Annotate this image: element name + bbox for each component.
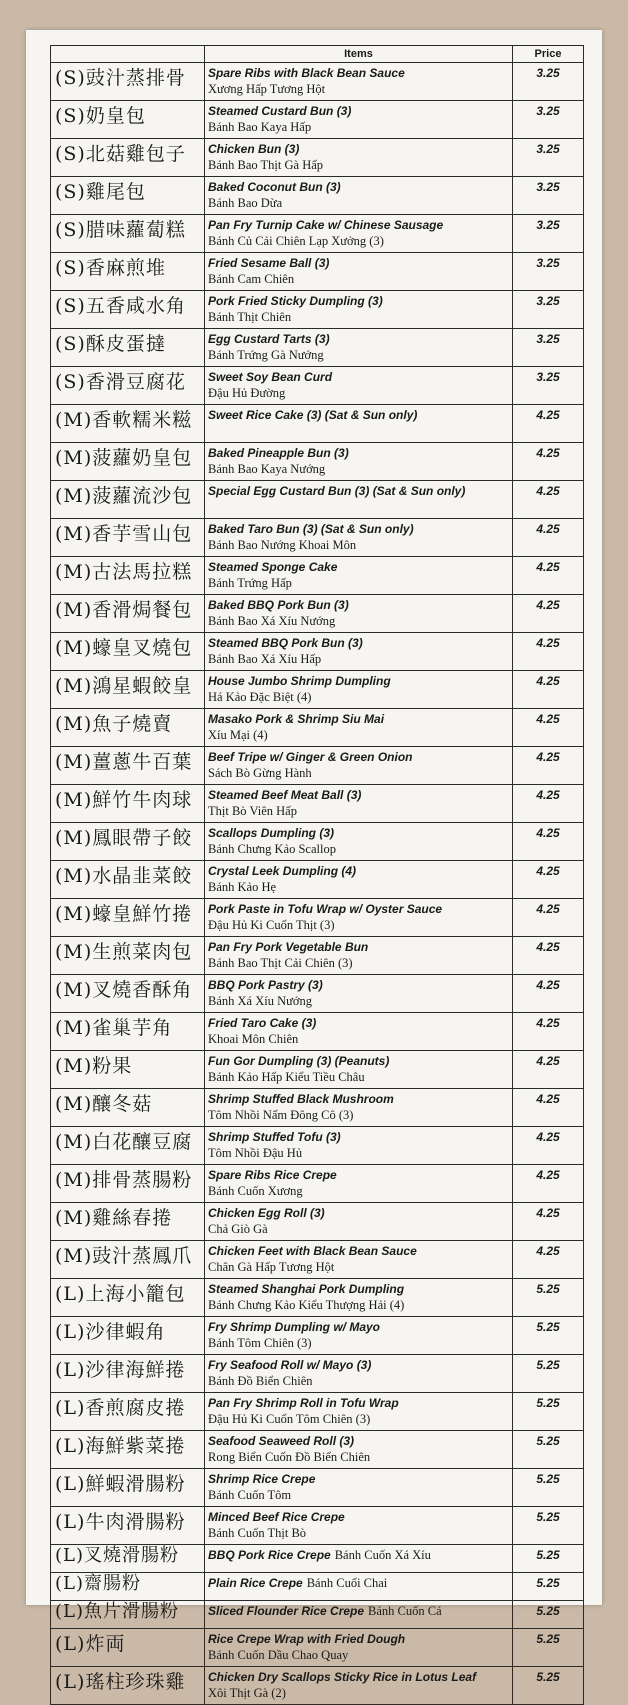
dish-description-cell (205, 63, 513, 101)
dish-chinese-name: (M)菠蘿流沙包 (51, 481, 205, 519)
dish-chinese-name: (L)上海小籠包 (51, 1279, 205, 1317)
dish-description-cell (205, 671, 513, 709)
dish-description-cell (205, 1165, 513, 1203)
table-row (51, 823, 584, 861)
dish-english-name: Pan Fry Shrimp Roll in Tofu Wrap (208, 1396, 399, 1410)
dish-chinese-name: (S)腊味蘿蔔糕 (51, 215, 205, 253)
dish-price: 4.25 (513, 519, 584, 557)
dish-description-cell (205, 1629, 513, 1667)
dish-chinese-name: (M)香芋雪山包 (51, 519, 205, 557)
dish-description-cell (205, 595, 513, 633)
table-row (51, 1241, 584, 1279)
table-row (51, 443, 584, 481)
dish-price: 3.25 (513, 215, 584, 253)
table-row (51, 481, 584, 519)
table-row (51, 899, 584, 937)
table-row (51, 1573, 584, 1601)
dish-description-cell (205, 899, 513, 937)
dish-chinese-name: (S)奶皇包 (51, 101, 205, 139)
dish-description-cell (205, 1545, 513, 1573)
dish-vietnamese-name: Bánh Bao Xá Xíu Hấp (208, 652, 322, 666)
dish-description-cell (205, 481, 513, 519)
table-row (51, 63, 584, 101)
dish-price: 4.25 (513, 481, 584, 519)
dish-vietnamese-name: Bánh Chưng Kảo Scallop (208, 842, 336, 856)
dish-english-name: Sweet Rice Cake (3) (Sat & Sun only) (208, 408, 418, 422)
table-row (51, 671, 584, 709)
table-row (51, 1203, 584, 1241)
table-row (51, 1469, 584, 1507)
dish-chinese-name: (M)鳳眼帶子餃 (51, 823, 205, 861)
dish-english-name: House Jumbo Shrimp Dumpling (208, 674, 391, 688)
dish-chinese-name: (S)酥皮蛋撻 (51, 329, 205, 367)
table-row (51, 937, 584, 975)
dish-price: 3.25 (513, 253, 584, 291)
dish-chinese-name: (L)香煎腐皮捲 (51, 1393, 205, 1431)
dish-price: 5.25 (513, 1507, 584, 1545)
table-row (51, 595, 584, 633)
dish-english-name: Pork Fried Sticky Dumpling (3) (208, 294, 383, 308)
dish-price: 3.25 (513, 329, 584, 367)
dish-english-name: Baked BBQ Pork Bun (3) (208, 598, 349, 612)
table-row (51, 1165, 584, 1203)
dish-chinese-name: (M)鮮竹牛肉球 (51, 785, 205, 823)
dish-chinese-name: (M)豉汁蒸鳳爪 (51, 1241, 205, 1279)
dish-price: 5.25 (513, 1393, 584, 1431)
dish-english-name: Baked Coconut Bun (3) (208, 180, 341, 194)
dish-vietnamese-name: Bánh Cuốn Cá (368, 1604, 442, 1618)
table-row (51, 1601, 584, 1629)
dish-price: 4.25 (513, 595, 584, 633)
dish-vietnamese-name: Bánh Cuốn Xương (208, 1184, 303, 1198)
dish-english-name: Sweet Soy Bean Curd (208, 370, 333, 384)
dish-description-cell (205, 1051, 513, 1089)
dish-description-cell (205, 861, 513, 899)
dish-chinese-name: (M)香軟糯米糍 (51, 405, 205, 443)
dish-chinese-name: (M)魚子燒賣 (51, 709, 205, 747)
dish-price: 5.25 (513, 1317, 584, 1355)
dish-price: 5.25 (513, 1667, 584, 1705)
dish-description-cell (205, 785, 513, 823)
dish-chinese-name: (M)粉果 (51, 1051, 205, 1089)
dish-chinese-name: (L)牛肉滑腸粉 (51, 1507, 205, 1545)
dish-english-name: BBQ Pork Pastry (3) (208, 978, 323, 992)
dish-chinese-name: (L)炸両 (51, 1629, 205, 1667)
dish-price: 4.25 (513, 1051, 584, 1089)
dish-chinese-name: (M)雞絲春捲 (51, 1203, 205, 1241)
dish-description-cell (205, 405, 513, 443)
dish-vietnamese-name: Bánh Bao Kaya Hấp (208, 120, 312, 134)
dish-vietnamese-name: Bánh Bao Nướng Khoai Môn (208, 538, 357, 552)
menu-header-row (51, 46, 584, 63)
dish-price: 3.25 (513, 291, 584, 329)
dish-vietnamese-name: Bánh Đồ Biển Chiên (208, 1374, 313, 1388)
dish-english-name: Spare Ribs with Black Bean Sauce (208, 66, 405, 80)
dish-description-cell (205, 1431, 513, 1469)
dish-price: 5.25 (513, 1545, 584, 1573)
dish-price: 4.25 (513, 405, 584, 443)
dish-english-name: Shrimp Rice Crepe (208, 1472, 316, 1486)
dish-price: 5.25 (513, 1469, 584, 1507)
dish-english-name: Baked Taro Bun (3) (Sat & Sun only) (208, 522, 414, 536)
dish-english-name: Special Egg Custard Bun (3) (Sat & Sun only) (208, 484, 466, 498)
table-row (51, 101, 584, 139)
dish-english-name: Chicken Bun (3) (208, 142, 300, 156)
table-row (51, 1355, 584, 1393)
dish-english-name: Crystal Leek Dumpling (4) (208, 864, 357, 878)
dish-vietnamese-name: Bánh Trứng Gà Nướng (208, 348, 324, 362)
dish-price: 4.25 (513, 747, 584, 785)
dish-chinese-name: (M)白花釀豆腐 (51, 1127, 205, 1165)
dish-chinese-name: (S)雞尾包 (51, 177, 205, 215)
dish-price: 4.25 (513, 937, 584, 975)
dish-english-name: Shrimp Stuffed Black Mushroom (208, 1092, 394, 1106)
dish-english-name: Steamed Sponge Cake (208, 560, 338, 574)
dish-chinese-name: (M)生煎菜肉包 (51, 937, 205, 975)
table-row (51, 405, 584, 443)
dish-chinese-name: (S)香滑豆腐花 (51, 367, 205, 405)
dish-vietnamese-name: Tôm Nhồi Đậu Hủ (208, 1146, 303, 1160)
dish-vietnamese-name: Bánh Kảo Hấp Kiểu Tiều Châu (208, 1070, 365, 1084)
dish-english-name: Egg Custard Tarts (3) (208, 332, 330, 346)
dish-chinese-name: (L)沙律海鮮捲 (51, 1355, 205, 1393)
dish-vietnamese-name: Bánh Bao Thịt Cải Chiên (3) (208, 956, 353, 970)
dish-description-cell (205, 1241, 513, 1279)
dish-english-name: BBQ Pork Rice Crepe (208, 1548, 331, 1562)
dish-vietnamese-name: Chả Giò Gà (208, 1222, 268, 1236)
dish-vietnamese-name: Bánh Bao Thịt Gà Hấp (208, 158, 324, 172)
dish-description-cell (205, 101, 513, 139)
dish-vietnamese-name: Đậu Hủ Ki Cuốn Tôm Chiên (3) (208, 1412, 371, 1426)
table-row (51, 291, 584, 329)
table-row (51, 975, 584, 1013)
dish-description-cell (205, 215, 513, 253)
dish-chinese-name: (L)海鮮紫菜捲 (51, 1431, 205, 1469)
dish-price: 4.25 (513, 975, 584, 1013)
dish-description-cell (205, 709, 513, 747)
dish-english-name: Beef Tripe w/ Ginger & Green Onion (208, 750, 413, 764)
dish-vietnamese-name: Bánh Cuốn Thịt Bò (208, 1526, 307, 1540)
table-row (51, 253, 584, 291)
dish-description-cell (205, 1089, 513, 1127)
dish-price: 4.25 (513, 1165, 584, 1203)
dish-vietnamese-name: Bánh Kảo Hẹ (208, 880, 277, 894)
table-row (51, 709, 584, 747)
table-row (51, 747, 584, 785)
dish-price: 3.25 (513, 139, 584, 177)
dish-english-name: Minced Beef Rice Crepe (208, 1510, 345, 1524)
dish-price: 5.25 (513, 1279, 584, 1317)
dish-price: 3.25 (513, 63, 584, 101)
dish-price: 4.25 (513, 1089, 584, 1127)
dish-price: 4.25 (513, 1127, 584, 1165)
header-price: Price (513, 46, 584, 63)
dish-price: 3.25 (513, 101, 584, 139)
dish-price: 4.25 (513, 671, 584, 709)
menu-sheet (26, 30, 602, 1700)
dish-description-cell (205, 823, 513, 861)
table-row (51, 139, 584, 177)
dish-description-cell (205, 1127, 513, 1165)
dish-vietnamese-name: Xương Hấp Tương Hột (208, 82, 326, 96)
dish-description-cell (205, 1601, 513, 1629)
dish-chinese-name: (M)蠔皇叉燒包 (51, 633, 205, 671)
dish-description-cell (205, 1393, 513, 1431)
dish-description-cell (205, 557, 513, 595)
table-row (51, 1013, 584, 1051)
dish-chinese-name: (M)排骨蒸腸粉 (51, 1165, 205, 1203)
dish-price: 4.25 (513, 1241, 584, 1279)
dish-chinese-name: (M)薑蔥牛百葉 (51, 747, 205, 785)
dish-description-cell (205, 1573, 513, 1601)
dish-vietnamese-name: Xíu Mại (4) (208, 728, 268, 742)
dish-vietnamese-name: Há Kảo Đặc Biệt (4) (208, 690, 312, 704)
table-row (51, 1629, 584, 1667)
dish-vietnamese-name: Đậu Hủ Đường (208, 386, 286, 400)
dish-english-name: Steamed BBQ Pork Bun (3) (208, 636, 363, 650)
dish-vietnamese-name: Bánh Trứng Hấp (208, 576, 292, 590)
table-row (51, 785, 584, 823)
dish-chinese-name: (M)釀冬菇 (51, 1089, 205, 1127)
dish-vietnamese-name: Bánh Thịt Chiên (208, 310, 292, 324)
header-items: Items (205, 46, 513, 63)
dish-chinese-name: (M)水晶韭菜餃 (51, 861, 205, 899)
table-row (51, 367, 584, 405)
dish-price: 4.25 (513, 1203, 584, 1241)
dish-english-name: Masako Pork & Shrimp Siu Mai (208, 712, 385, 726)
dish-price: 4.25 (513, 443, 584, 481)
dish-description-cell (205, 1013, 513, 1051)
dish-english-name: Shrimp Stuffed Tofu (3) (208, 1130, 341, 1144)
table-row (51, 1393, 584, 1431)
table-row (51, 1089, 584, 1127)
dish-chinese-name: (M)蠔皇鮮竹捲 (51, 899, 205, 937)
dish-vietnamese-name: Bánh Bao Kaya Nướng (208, 462, 326, 476)
dish-description-cell (205, 253, 513, 291)
table-row (51, 1051, 584, 1089)
dish-vietnamese-name: Bánh Cuốn Tôm (208, 1488, 292, 1502)
dish-vietnamese-name: Bánh Cuốn Dầu Chao Quay (208, 1648, 349, 1662)
dish-chinese-name: (L)叉燒滑腸粉 (51, 1545, 205, 1573)
dish-vietnamese-name: Xôi Thịt Gà (2) (208, 1686, 286, 1700)
dish-english-name: Fry Seafood Roll w/ Mayo (3) (208, 1358, 372, 1372)
dish-english-name: Steamed Custard Bun (3) (208, 104, 352, 118)
dish-chinese-name: (M)叉燒香酥角 (51, 975, 205, 1013)
dish-english-name: Chicken Dry Scallops Sticky Rice in Lotus Leaf (208, 1670, 477, 1684)
dish-description-cell (205, 1203, 513, 1241)
dish-vietnamese-name: Chân Gà Hấp Tương Hột (208, 1260, 335, 1274)
table-row (51, 1127, 584, 1165)
dish-price: 4.25 (513, 1013, 584, 1051)
table-row (51, 1279, 584, 1317)
dish-chinese-name: (M)雀巢芋角 (51, 1013, 205, 1051)
table-row (51, 519, 584, 557)
table-row (51, 329, 584, 367)
dish-english-name: Fun Gor Dumpling (3) (Peanuts) (208, 1054, 390, 1068)
dish-chinese-name: (L)齋腸粉 (51, 1573, 205, 1601)
table-row (51, 1667, 584, 1705)
dish-description-cell (205, 1279, 513, 1317)
dish-english-name: Seafood Seaweed Roll (3) (208, 1434, 355, 1448)
dish-vietnamese-name: Bánh Chưng Kảo Kiểu Thượng Hải (4) (208, 1298, 405, 1312)
dish-chinese-name: (S)香麻煎堆 (51, 253, 205, 291)
dish-price: 5.25 (513, 1601, 584, 1629)
dish-vietnamese-name: Rong Biển Cuốn Đồ Biển Chiên (208, 1450, 371, 1464)
dish-english-name: Steamed Beef Meat Ball (3) (208, 788, 362, 802)
dish-vietnamese-name: Bánh Cam Chiên (208, 272, 295, 286)
dish-english-name: Pan Fry Pork Vegetable Bun (208, 940, 369, 954)
dish-description-cell (205, 975, 513, 1013)
dish-english-name: Sliced Flounder Rice Crepe (208, 1604, 365, 1618)
dish-english-name: Steamed Shanghai Pork Dumpling (208, 1282, 405, 1296)
dish-english-name: Scallops Dumpling (3) (208, 826, 335, 840)
dish-price: 4.25 (513, 709, 584, 747)
dish-description-cell (205, 1667, 513, 1705)
dish-chinese-name: (S)北菇雞包子 (51, 139, 205, 177)
header-blank (51, 46, 205, 63)
dish-price: 4.25 (513, 633, 584, 671)
dish-vietnamese-name: Bánh Tôm Chiên (3) (208, 1336, 312, 1350)
table-row (51, 1317, 584, 1355)
dish-price: 4.25 (513, 785, 584, 823)
dish-price: 5.25 (513, 1629, 584, 1667)
dish-price: 3.25 (513, 367, 584, 405)
dish-description-cell (205, 1507, 513, 1545)
dish-price: 4.25 (513, 557, 584, 595)
dish-english-name: Pan Fry Turnip Cake w/ Chinese Sausage (208, 218, 444, 232)
table-row (51, 1431, 584, 1469)
dish-vietnamese-name: Thịt Bò Viên Hấp (208, 804, 297, 818)
dish-english-name: Rice Crepe Wrap with Fried Dough (208, 1632, 406, 1646)
dish-description-cell (205, 747, 513, 785)
dish-english-name: Fried Sesame Ball (3) (208, 256, 330, 270)
dish-chinese-name: (M)菠蘿奶皇包 (51, 443, 205, 481)
table-row (51, 633, 584, 671)
dish-price: 4.25 (513, 823, 584, 861)
table-row (51, 1545, 584, 1573)
dish-vietnamese-name: Bánh Củ Cải Chiên Lạp Xưởng (3) (208, 234, 384, 248)
dish-chinese-name: (S)豉汁蒸排骨 (51, 63, 205, 101)
dish-vietnamese-name: Sách Bò Gừng Hành (208, 766, 312, 780)
dish-vietnamese-name: Bánh Bao Xá Xíu Nướng (208, 614, 336, 628)
dish-vietnamese-name: Khoai Môn Chiên (208, 1032, 299, 1046)
dish-description-cell (205, 1355, 513, 1393)
dish-price: 4.25 (513, 899, 584, 937)
table-row (51, 557, 584, 595)
dish-price: 3.25 (513, 177, 584, 215)
dish-chinese-name: (S)五香咸水角 (51, 291, 205, 329)
dish-vietnamese-name: Đậu Hủ Ki Cuốn Thịt (3) (208, 918, 335, 932)
dish-english-name: Fried Taro Cake (3) (208, 1016, 317, 1030)
dish-english-name: Pork Paste in Tofu Wrap w/ Oyster Sauce (208, 902, 443, 916)
dish-price: 4.25 (513, 861, 584, 899)
menu-body (51, 63, 584, 1705)
dish-english-name: Fry Shrimp Dumpling w/ Mayo (208, 1320, 381, 1334)
dish-english-name: Spare Ribs Rice Crepe (208, 1168, 337, 1182)
dish-chinese-name: (L)沙律蝦角 (51, 1317, 205, 1355)
dish-description-cell (205, 367, 513, 405)
dish-vietnamese-name: Bánh Cuối Chai (306, 1576, 388, 1590)
table-row (51, 215, 584, 253)
dish-description-cell (205, 291, 513, 329)
dish-chinese-name: (L)鮮蝦滑腸粉 (51, 1469, 205, 1507)
dish-vietnamese-name: Tôm Nhồi Nấm Đông Cô (3) (208, 1108, 354, 1122)
dish-description-cell (205, 937, 513, 975)
table-row (51, 861, 584, 899)
dish-price: 5.25 (513, 1431, 584, 1469)
dish-english-name: Baked Pineapple Bun (3) (208, 446, 349, 460)
dish-chinese-name: (M)香滑焗餐包 (51, 595, 205, 633)
dish-english-name: Chicken Feet with Black Bean Sauce (208, 1244, 417, 1258)
dish-description-cell (205, 443, 513, 481)
dish-english-name: Plain Rice Crepe (208, 1576, 303, 1590)
dish-vietnamese-name: Bánh Cuốn Xá Xíu (334, 1548, 431, 1562)
dish-english-name: Chicken Egg Roll (3) (208, 1206, 325, 1220)
dish-description-cell (205, 633, 513, 671)
dish-description-cell (205, 329, 513, 367)
dish-price: 5.25 (513, 1573, 584, 1601)
dish-chinese-name: (L)瑤柱珍珠雞 (51, 1667, 205, 1705)
menu-table (50, 45, 584, 1705)
dish-chinese-name: (M)古法馬拉糕 (51, 557, 205, 595)
dish-description-cell (205, 1469, 513, 1507)
dish-description-cell (205, 1317, 513, 1355)
dish-price: 5.25 (513, 1355, 584, 1393)
dish-description-cell (205, 139, 513, 177)
dish-description-cell (205, 519, 513, 557)
dish-vietnamese-name: Bánh Xá Xíu Nướng (208, 994, 312, 1008)
dish-chinese-name: (L)魚片滑腸粉 (51, 1601, 205, 1629)
dish-vietnamese-name: Bánh Bao Dừa (208, 196, 283, 210)
table-row (51, 1507, 584, 1545)
dish-chinese-name: (M)鴻星蝦餃皇 (51, 671, 205, 709)
table-row (51, 177, 584, 215)
dish-description-cell (205, 177, 513, 215)
